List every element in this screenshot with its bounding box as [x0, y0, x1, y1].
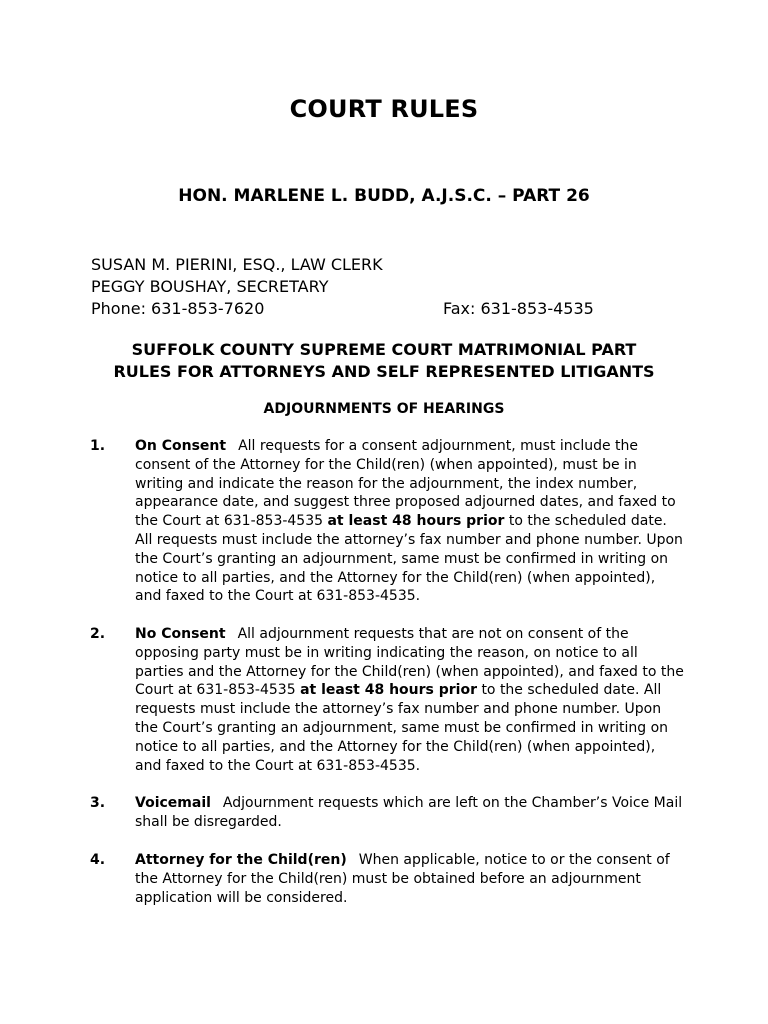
- rules-heading: [0, 339, 768, 383]
- page-title: COURT RULES: [289, 95, 479, 123]
- contact-block: [91, 254, 651, 320]
- rules-heading-line-2: RULES FOR ATTORNEYS AND SELF REPRESENTED LITIGANTS: [113, 362, 655, 381]
- rule-emphasis: at least 48 hours prior: [300, 682, 477, 699]
- rule-emphasis: at least 48 hours prior: [327, 513, 505, 530]
- rule-body: When applicable, notice to or the consent of the Attorney for the Child(ren) must be obtained before an adjournment application will be considered.: [135, 852, 670, 906]
- rule-body: All adjournment requests that are not on consent of the opposing party must be in writing indicating the reason, on notice to all parties and the Attorney for the Child(ren) (when appointed), and faxed to the Court at 631-853-4535: [135, 626, 684, 699]
- rule-body-cont: to the scheduled date. All requests must include the attorney’s fax number and phone number. Upon the Court’s granting an adjournment, same must be confirmed in writing on notice to all parties, and the Attorney for the Child(ren) (when appointed), and faxed to the Court at 631-853-4535.: [135, 513, 683, 605]
- phone-number: Phone: 631-853-7620: [91, 299, 265, 318]
- section-heading: ADJOURNMENTS OF HEARINGS: [263, 401, 505, 417]
- rule-number: 1.: [90, 438, 106, 454]
- rule-label: Voicemail: [135, 795, 211, 811]
- law-clerk-line: SUSAN M. PIERINI, ESQ., LAW CLERK: [91, 255, 383, 274]
- rule-body: Adjournment requests which are left on the Chamber’s Voice Mail shall be disregarded.: [135, 795, 683, 830]
- rule-number: 2.: [90, 626, 106, 642]
- rule-body-cont: to the scheduled date. All requests must include the attorney’s fax number and phone number. Upon the Court’s granting an adjournment, same must be confirmed in writing on notice to all parties, and the Attorney for the Child(ren) (when appointed), and faxed to the Court at 631-853-4535.: [135, 682, 669, 774]
- secretary-line: PEGGY BOUSHAY, SECRETARY: [91, 277, 329, 296]
- rule-text: [135, 625, 685, 775]
- judge-subtitle: HON. MARLENE L. BUDD, A.J.S.C. – PART 26: [178, 186, 590, 206]
- rule-label: On Consent: [135, 438, 227, 454]
- rule-text: [135, 851, 685, 907]
- rules-heading-line-1: SUFFOLK COUNTY SUPREME COURT MATRIMONIAL PART: [131, 340, 637, 359]
- fax-number: Fax: 631-853-4535: [443, 299, 594, 318]
- rule-number: 4.: [90, 852, 106, 868]
- rule-text: [135, 794, 685, 832]
- rule-label: No Consent: [135, 626, 226, 642]
- rule-body: All requests for a consent adjournment, must include the consent of the Attorney for the Child(ren) (when appointed), must be in writing and indicate the reason for the adjournment, the index number, appearance date, and suggest three proposed adjourned dates, and faxed to the Court at 631-853-4535: [135, 438, 676, 530]
- rule-number: 3.: [90, 795, 106, 811]
- rule-text: [135, 437, 685, 606]
- rule-label: Attorney for the Child(ren): [135, 852, 347, 868]
- phone-fax-line: [91, 298, 651, 320]
